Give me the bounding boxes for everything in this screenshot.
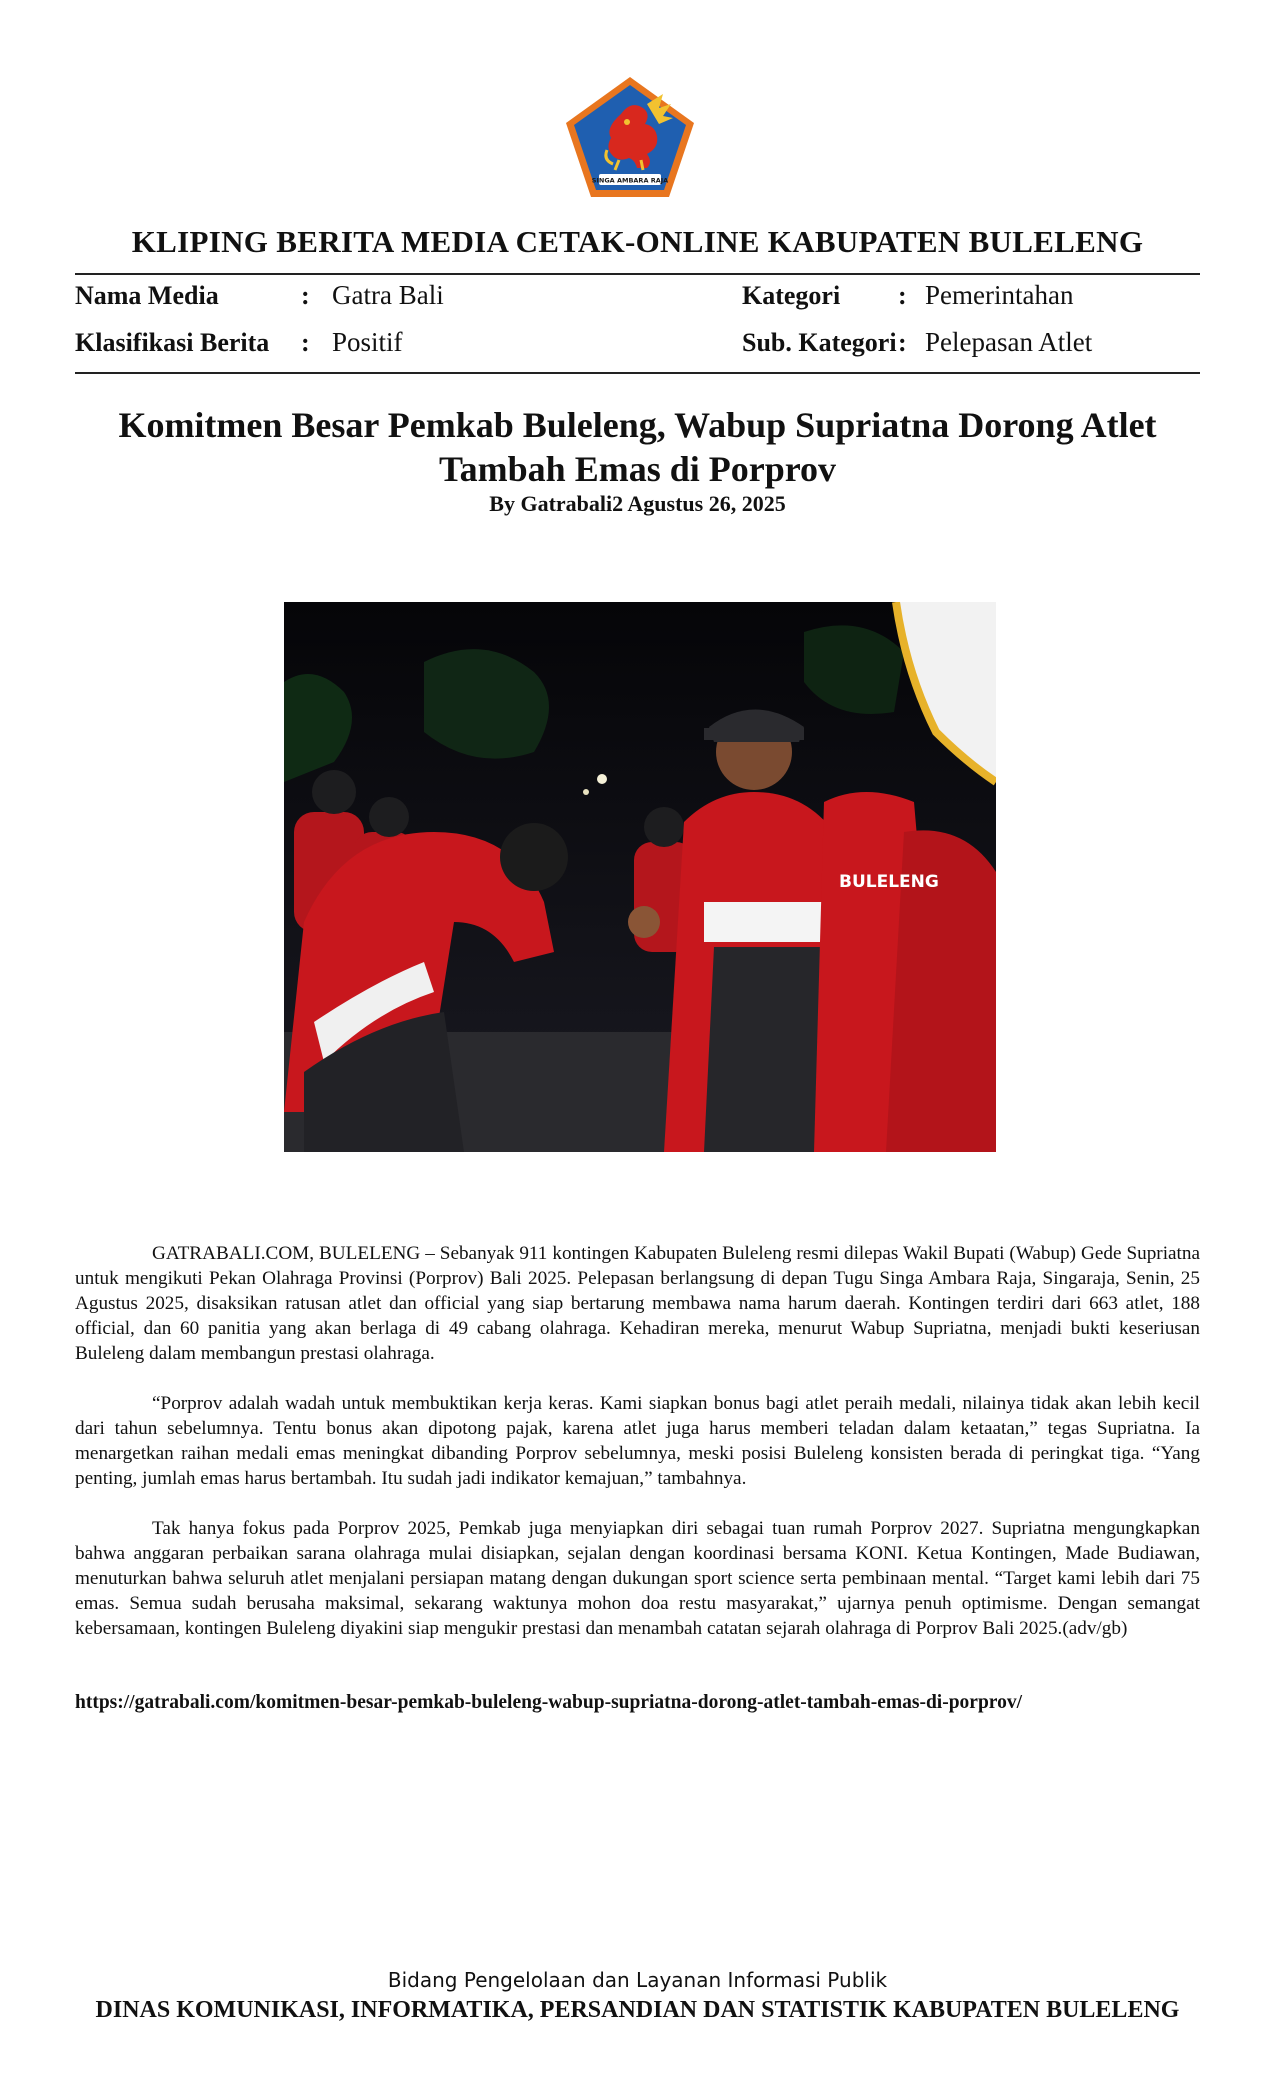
subkategori-colon: : [898, 328, 907, 357]
footer-department: DINAS KOMUNIKASI, INFORMATIKA, PERSANDIAN DAN STATISTIK KABUPATEN BULELENG [95, 1997, 1180, 2023]
kategori-label: Kategori [742, 281, 841, 310]
top-divider [75, 273, 1200, 275]
media-label: Nama Media [75, 281, 219, 310]
source-url-link[interactable]: https://gatrabali.com/komitmen-besar-pemkab-buleleng-wabup-supriatna-dorong-atlet-tambah-emas-di-porprov/ [75, 1692, 1023, 1713]
article-title: Komitmen Besar Pemkab Buleleng, Wabup Supriatna Dorong Atlet Tambah Emas di Porprov [118, 405, 1157, 489]
media-value: Gatra Bali [332, 280, 444, 310]
page-title: KLIPING BERITA MEDIA CETAK-ONLINE KABUPATEN BULELENG [131, 224, 1144, 259]
klasifikasi-colon: : [301, 328, 310, 357]
photo-illustration [284, 602, 996, 1152]
subkategori-value: Pelepasan Atlet [925, 327, 1093, 357]
klasifikasi-value: Positif [332, 327, 403, 357]
meta-divider [75, 372, 1200, 374]
subkategori-label: Sub. Kategori [742, 328, 897, 357]
kategori-colon: : [898, 281, 907, 310]
article-body [75, 1241, 1200, 1666]
article-paragraph-3: Tak hanya fokus pada Porprov 2025, Pemkab juga menyiapkan diri sebagai tuan rumah Porprov 2027. Supriatna mengungkapkan bahwa anggaran perbaikan sarana olahraga mulai disiapkan, sejalan dengan koordinasi bersama KONI. Ketua Kontingen, Made Budiawan, menuturkan bahwa seluruh atlet menjalani persiapan matang dengan dukungan sport science serta pembinaan mental. “Target kami lebih dari 75 emas. Semua sudah berusaha maksimal, sekarang waktunya mohon doa restu masyarakat,” ujarnya penuh optimisme. Dengan semangat kebersamaan, kontingen Buleleng diyakini siap mengukir prestasi dan menambah catatan sejarah olahraga di Porprov Bali 2025.(adv/gb) [75, 1518, 1200, 1639]
media-colon: : [301, 281, 310, 310]
footer-division: Bidang Pengelolaan dan Layanan Informasi Publik [387, 1968, 888, 1992]
logo-caption: SINGA AMBARA RAJA [591, 176, 669, 185]
klasifikasi-label: Klasifikasi Berita [75, 328, 270, 357]
article-paragraph-2: “Porprov adalah wadah untuk membuktikan kerja keras. Kami siapkan bonus bagi atlet peraih medali, nilainya tidak akan lebih kecil dari tahun sebelumnya. Tentu bonus akan dipotong pajak, karena atlet juga harus memberi teladan dalam ketaatan,” tegas Supriatna. Ia menargetkan raihan medali emas meningkat dibanding Porprov sebelumnya, meski posisi Buleleng konsisten berada di peringkat tiga. “Yang penting, jumlah emas harus bertambah. Itu sudah jadi indikator kemajuan,” tambahnya. [75, 1393, 1200, 1489]
article-photo [284, 602, 996, 1152]
photo-banner-text: BULELENG [839, 872, 939, 892]
singa-ambara-raja-logo [563, 74, 697, 200]
emblem-icon [563, 74, 697, 200]
article-byline: By Gatrabali2 Agustus 26, 2025 [489, 491, 786, 516]
article-paragraph-1: GATRABALI.COM, BULELENG – Sebanyak 911 kontingen Kabupaten Buleleng resmi dilepas Wakil Bupati (Wabup) Gede Supriatna untuk mengikuti Pekan Olahraga Provinsi (Porprov) Bali 2025. Pelepasan berlangsung di depan Tugu Singa Ambara Raja, Singaraja, Senin, 25 Agustus 2025, disaksikan ratusan atlet dan official yang siap bertarung membawa nama harum daerah. Kontingen terdiri dari 663 atlet, 188 official, dan 60 panitia yang akan berlaga di 49 cabang olahraga. Kehadiran mereka, menurut Wabup Supriatna, menjadi bukti keseriusan Buleleng dalam membangun prestasi olahraga. [75, 1243, 1200, 1364]
kategori-value: Pemerintahan [925, 280, 1074, 310]
